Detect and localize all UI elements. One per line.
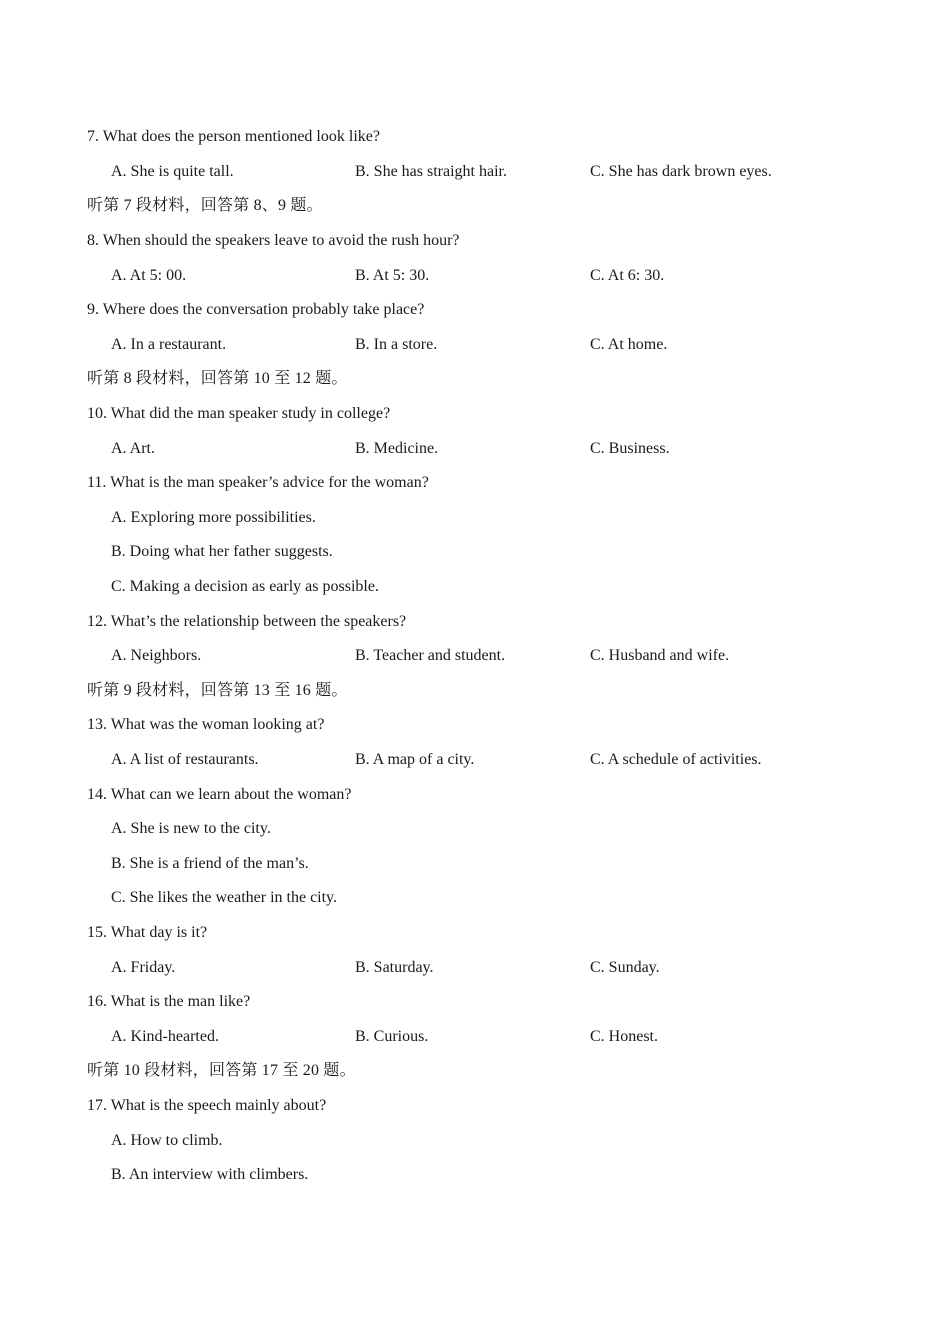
line-14 bbox=[87, 604, 887, 639]
line-21 bbox=[87, 846, 887, 881]
line-7 bbox=[87, 362, 887, 397]
option-line: B. She is a friend of the man’s. bbox=[111, 854, 309, 872]
line-0 bbox=[87, 120, 887, 155]
option-a: A. Neighbors. bbox=[111, 647, 202, 665]
option-b: B. Saturday. bbox=[355, 958, 434, 976]
section-instruction: 听第 7 段材料，回答第 8、9 题。 bbox=[87, 197, 323, 215]
line-26 bbox=[87, 1019, 887, 1054]
option-line: A. She is new to the city. bbox=[111, 820, 271, 838]
option-c: C. At 6: 30. bbox=[590, 266, 665, 284]
line-8 bbox=[87, 397, 887, 432]
question-text: 17. What is the speech mainly about? bbox=[87, 1096, 327, 1114]
line-6 bbox=[87, 328, 887, 363]
line-11 bbox=[87, 501, 887, 536]
line-16 bbox=[87, 674, 887, 709]
line-2 bbox=[87, 189, 887, 224]
option-b: B. Teacher and student. bbox=[355, 647, 506, 665]
option-a: A. Friday. bbox=[111, 958, 176, 976]
line-1 bbox=[87, 155, 887, 190]
question-text: 8. When should the speakers leave to avoid the rush hour? bbox=[87, 232, 460, 250]
line-30 bbox=[87, 1158, 887, 1193]
option-b: B. At 5: 30. bbox=[355, 266, 430, 284]
section-instruction: 听第 10 段材料，回答第 17 至 20 题。 bbox=[87, 1062, 356, 1080]
line-15 bbox=[87, 639, 887, 674]
line-23 bbox=[87, 916, 887, 951]
line-28 bbox=[87, 1089, 887, 1124]
option-line: C. She likes the weather in the city. bbox=[111, 889, 338, 907]
option-a: A. A list of restaurants. bbox=[111, 750, 259, 768]
line-22 bbox=[87, 881, 887, 916]
line-25 bbox=[87, 985, 887, 1020]
section-instruction: 听第 9 段材料，回答第 13 至 16 题。 bbox=[87, 681, 348, 699]
line-13 bbox=[87, 570, 887, 605]
exam-page bbox=[87, 120, 887, 1192]
line-19 bbox=[87, 777, 887, 812]
option-b: B. In a store. bbox=[355, 335, 438, 353]
option-c: C. A schedule of activities. bbox=[590, 750, 762, 768]
question-text: 7. What does the person mentioned look like? bbox=[87, 128, 380, 146]
question-text: 10. What did the man speaker study in college? bbox=[87, 405, 391, 423]
option-line: A. Exploring more possibilities. bbox=[111, 508, 316, 526]
line-12 bbox=[87, 535, 887, 570]
line-17 bbox=[87, 708, 887, 743]
option-c: C. Husband and wife. bbox=[590, 647, 730, 665]
section-instruction: 听第 8 段材料，回答第 10 至 12 题。 bbox=[87, 370, 348, 388]
question-text: 9. Where does the conversation probably take place? bbox=[87, 301, 425, 319]
line-27 bbox=[87, 1054, 887, 1089]
option-line: B. An interview with climbers. bbox=[111, 1166, 309, 1184]
option-b: B. Medicine. bbox=[355, 439, 439, 457]
line-3 bbox=[87, 224, 887, 259]
line-5 bbox=[87, 293, 887, 328]
option-line: B. Doing what her father suggests. bbox=[111, 543, 333, 561]
question-text: 11. What is the man speaker’s advice for the woman? bbox=[87, 474, 429, 492]
line-9 bbox=[87, 431, 887, 466]
option-c: C. She has dark brown eyes. bbox=[590, 162, 772, 180]
option-a: A. At 5: 00. bbox=[111, 266, 187, 284]
option-c: C. At home. bbox=[590, 335, 668, 353]
option-a: A. Kind-hearted. bbox=[111, 1027, 219, 1045]
line-20 bbox=[87, 812, 887, 847]
line-18 bbox=[87, 743, 887, 778]
option-a: A. In a restaurant. bbox=[111, 335, 227, 353]
question-text: 16. What is the man like? bbox=[87, 993, 251, 1011]
option-c: C. Sunday. bbox=[590, 958, 660, 976]
question-text: 15. What day is it? bbox=[87, 923, 208, 941]
line-4 bbox=[87, 258, 887, 293]
option-line: A. How to climb. bbox=[111, 1131, 223, 1149]
option-b: B. A map of a city. bbox=[355, 750, 475, 768]
question-text: 13. What was the woman looking at? bbox=[87, 716, 325, 734]
option-line: C. Making a decision as early as possible. bbox=[111, 578, 379, 596]
option-b: B. She has straight hair. bbox=[355, 162, 507, 180]
option-c: C. Business. bbox=[590, 439, 670, 457]
option-a: A. Art. bbox=[111, 439, 155, 457]
question-text: 14. What can we learn about the woman? bbox=[87, 785, 352, 803]
option-c: C. Honest. bbox=[590, 1027, 658, 1045]
option-a: A. She is quite tall. bbox=[111, 162, 234, 180]
question-text: 12. What’s the relationship between the speakers? bbox=[87, 612, 407, 630]
line-24 bbox=[87, 950, 887, 985]
option-b: B. Curious. bbox=[355, 1027, 429, 1045]
line-10 bbox=[87, 466, 887, 501]
line-29 bbox=[87, 1123, 887, 1158]
